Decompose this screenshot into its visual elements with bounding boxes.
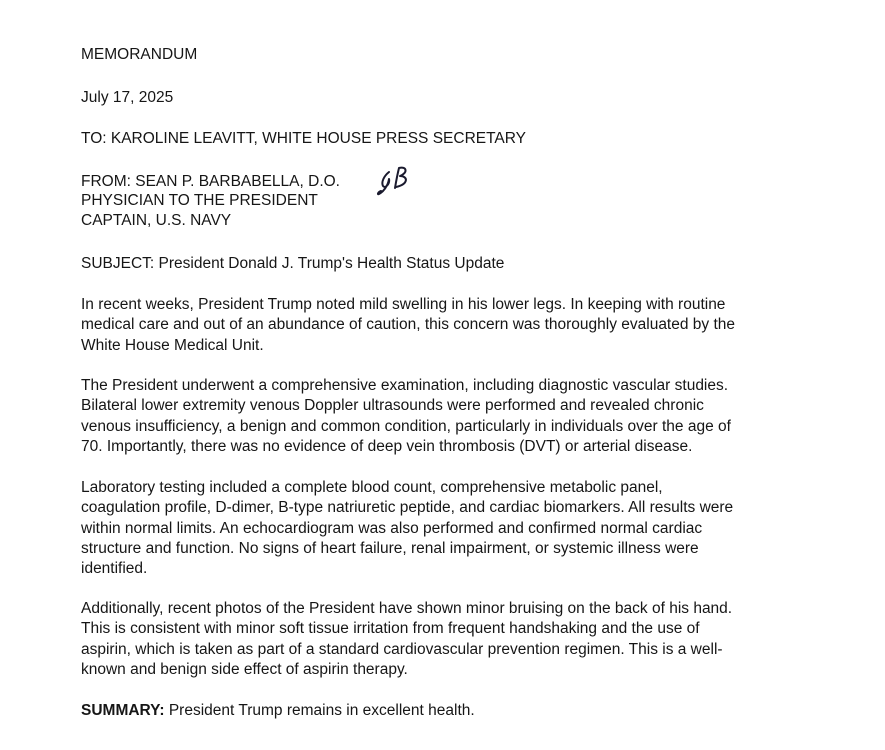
paragraph-line: 70. Importantly, there was no evidence of deep vein thrombosis (DVT) or arterial disease. xyxy=(81,437,693,455)
memo-from-rank: CAPTAIN, U.S. NAVY xyxy=(81,212,232,229)
summary-line xyxy=(81,701,475,721)
paragraph-line: The President underwent a comprehensive examination, including diagnostic vascular studies. xyxy=(81,377,729,394)
paragraph-line: Laboratory testing included a complete blood count, comprehensive metabolic panel, xyxy=(81,479,663,496)
paragraph-line: known and benign side effect of aspirin therapy. xyxy=(81,660,408,678)
handwritten-signature xyxy=(375,162,415,198)
paragraph-line: identified. xyxy=(81,560,148,578)
paragraph-line: Additionally, recent photos of the President have shown minor bruising on the back of his hand. xyxy=(81,600,733,617)
paragraph-examination xyxy=(81,376,826,457)
memo-subject-line: SUBJECT: President Donald J. Trump's Health Status Update xyxy=(81,255,505,272)
summary-text: President Trump remains in excellent health. xyxy=(164,702,475,719)
paragraph-line: aspirin, which is taken as part of a standard cardiovascular prevention regimen. This is a well- xyxy=(81,640,723,658)
paragraph-line: medical care and out of an abundance of caution, this concern was thoroughly evaluated by the xyxy=(81,316,736,334)
paragraph-swelling xyxy=(81,295,826,356)
memo-heading: MEMORANDUM xyxy=(81,46,198,63)
paragraph-bruising xyxy=(81,599,826,680)
paragraph-line: coagulation profile, D-dimer, B-type natriuretic peptide, and cardiac biomarkers. All results were xyxy=(81,499,734,517)
paragraph-line: This is consistent with minor soft tissue irritation from frequent handshaking and the use of xyxy=(81,620,700,638)
memo-date: July 17, 2025 xyxy=(81,89,174,106)
paragraph-line: venous insufficiency, a benign and common condition, particularly in individuals over the age of xyxy=(81,417,731,435)
memo-from-title: PHYSICIAN TO THE PRESIDENT xyxy=(81,192,318,209)
summary-label: SUMMARY: xyxy=(81,702,165,719)
memo-to-line: TO: KAROLINE LEAVITT, WHITE HOUSE PRESS SECRETARY xyxy=(81,130,527,147)
paragraph-laboratory xyxy=(81,478,826,579)
paragraph-line: White House Medical Unit. xyxy=(81,336,264,354)
memo-from-line: FROM: SEAN P. BARBABELLA, D.O. xyxy=(81,173,340,190)
paragraph-line: Bilateral lower extremity venous Doppler ultrasounds were performed and revealed chronic xyxy=(81,397,704,415)
paragraph-line: In recent weeks, President Trump noted mild swelling in his lower legs. In keeping with routine xyxy=(81,296,726,313)
paragraph-line: structure and function. No signs of heart failure, renal impairment, or systemic illness were xyxy=(81,539,699,557)
paragraph-line: within normal limits. An echocardiogram was also performed and confirmed normal cardiac xyxy=(81,519,703,537)
